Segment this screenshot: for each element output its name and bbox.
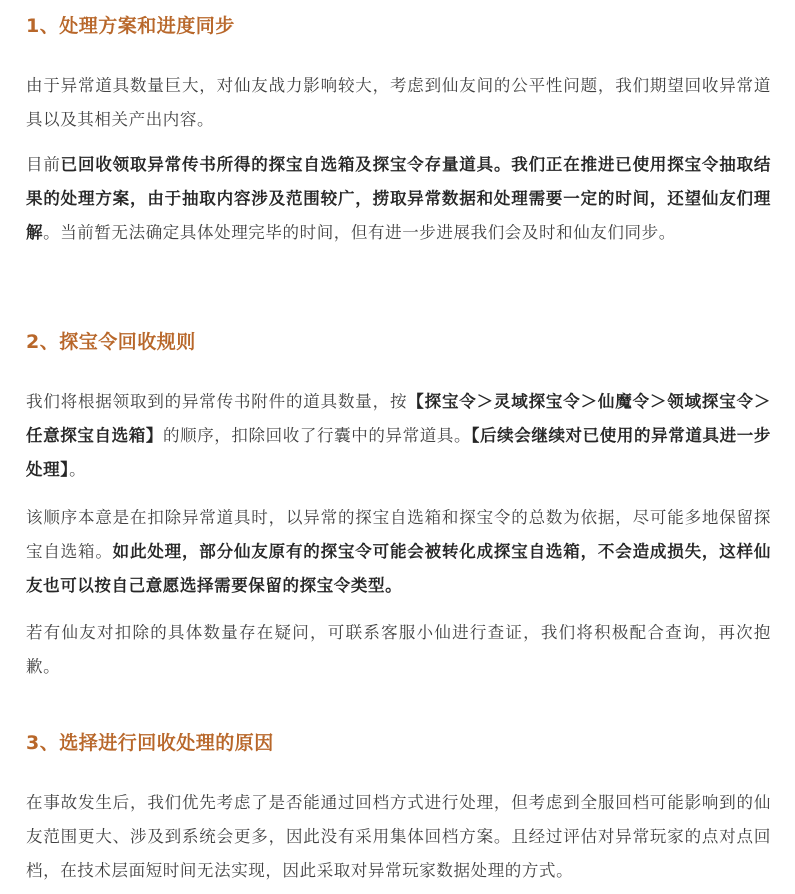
text-run: 在事故发生后，我们优先考虑了是否能通过回档方式进行处理，但考虑到全服回档可能影响到的仙友范围更大、涉及到系统会更多，因此没有采用集体回档方案。且经过评估对异常玩家的点对点回档，在技术层面短时间无法实现，因此采取对异常玩家数据处理的方式。 — [26, 793, 771, 880]
section-1-paragraph-1 — [26, 69, 771, 137]
text-run: 由于异常道具数量巨大，对仙友战力影响较大，考虑到仙友间的公平性问题，我们期望回收异常道具以及其相关产出内容。 — [26, 76, 771, 129]
text-run: 。当前暂无法确定具体处理完毕的时间，但有进一步进展我们会及时和仙友们同步。 — [43, 223, 676, 242]
bold-text-run: 已回收领取异常传书所得的探宝自选箱及探宝令存量道具。我们正在推进已使用探宝令抽取结果的处理方案，由于抽取内容涉及范围较广，捞取异常数据和处理需要一定的时间，还望仙友们理解 — [26, 155, 771, 242]
text-run: 。 — [69, 460, 87, 479]
section-2-title: 2、探宝令回收规则 — [26, 331, 196, 353]
section-1-paragraph-2 — [26, 148, 771, 250]
text-run: 若有仙友对扣除的具体数量存在疑问，可联系客服小仙进行查证，我们将积极配合查询，再次抱歉。 — [26, 623, 771, 676]
text-run: 目前 — [26, 155, 61, 174]
section-2-paragraph-2 — [26, 501, 771, 603]
bold-text-run: 【后续会继续对已使用的异常道具进一步处理】 — [26, 426, 771, 479]
section-2-paragraph-3 — [26, 616, 771, 684]
section-3-title: 3、选择进行回收处理的原因 — [26, 732, 274, 754]
section-1-title: 1、处理方案和进度同步 — [26, 15, 235, 37]
section-3-paragraph-1 — [26, 786, 771, 888]
bold-text-run: 【探宝令＞灵域探宝令＞仙魔令＞领域探宝令＞任意探宝自选箱】 — [26, 392, 771, 445]
text-run: 我们将根据领取到的异常传书附件的道具数量，按 — [26, 392, 408, 411]
section-2-paragraph-1 — [26, 385, 771, 487]
text-run: 的顺序，扣除回收了行囊中的异常道具。 — [162, 426, 472, 445]
text-run: 该顺序本意是在扣除异常道具时，以异常的探宝自选箱和探宝令的总数为依据，尽可能多地保留探宝自选箱。 — [26, 508, 771, 561]
bold-text-run: 如此处理，部分仙友原有的探宝令可能会被转化成探宝自选箱，不会造成损失，这样仙友也可以按自己意愿选择需要保留的探宝令类型。 — [26, 542, 771, 595]
